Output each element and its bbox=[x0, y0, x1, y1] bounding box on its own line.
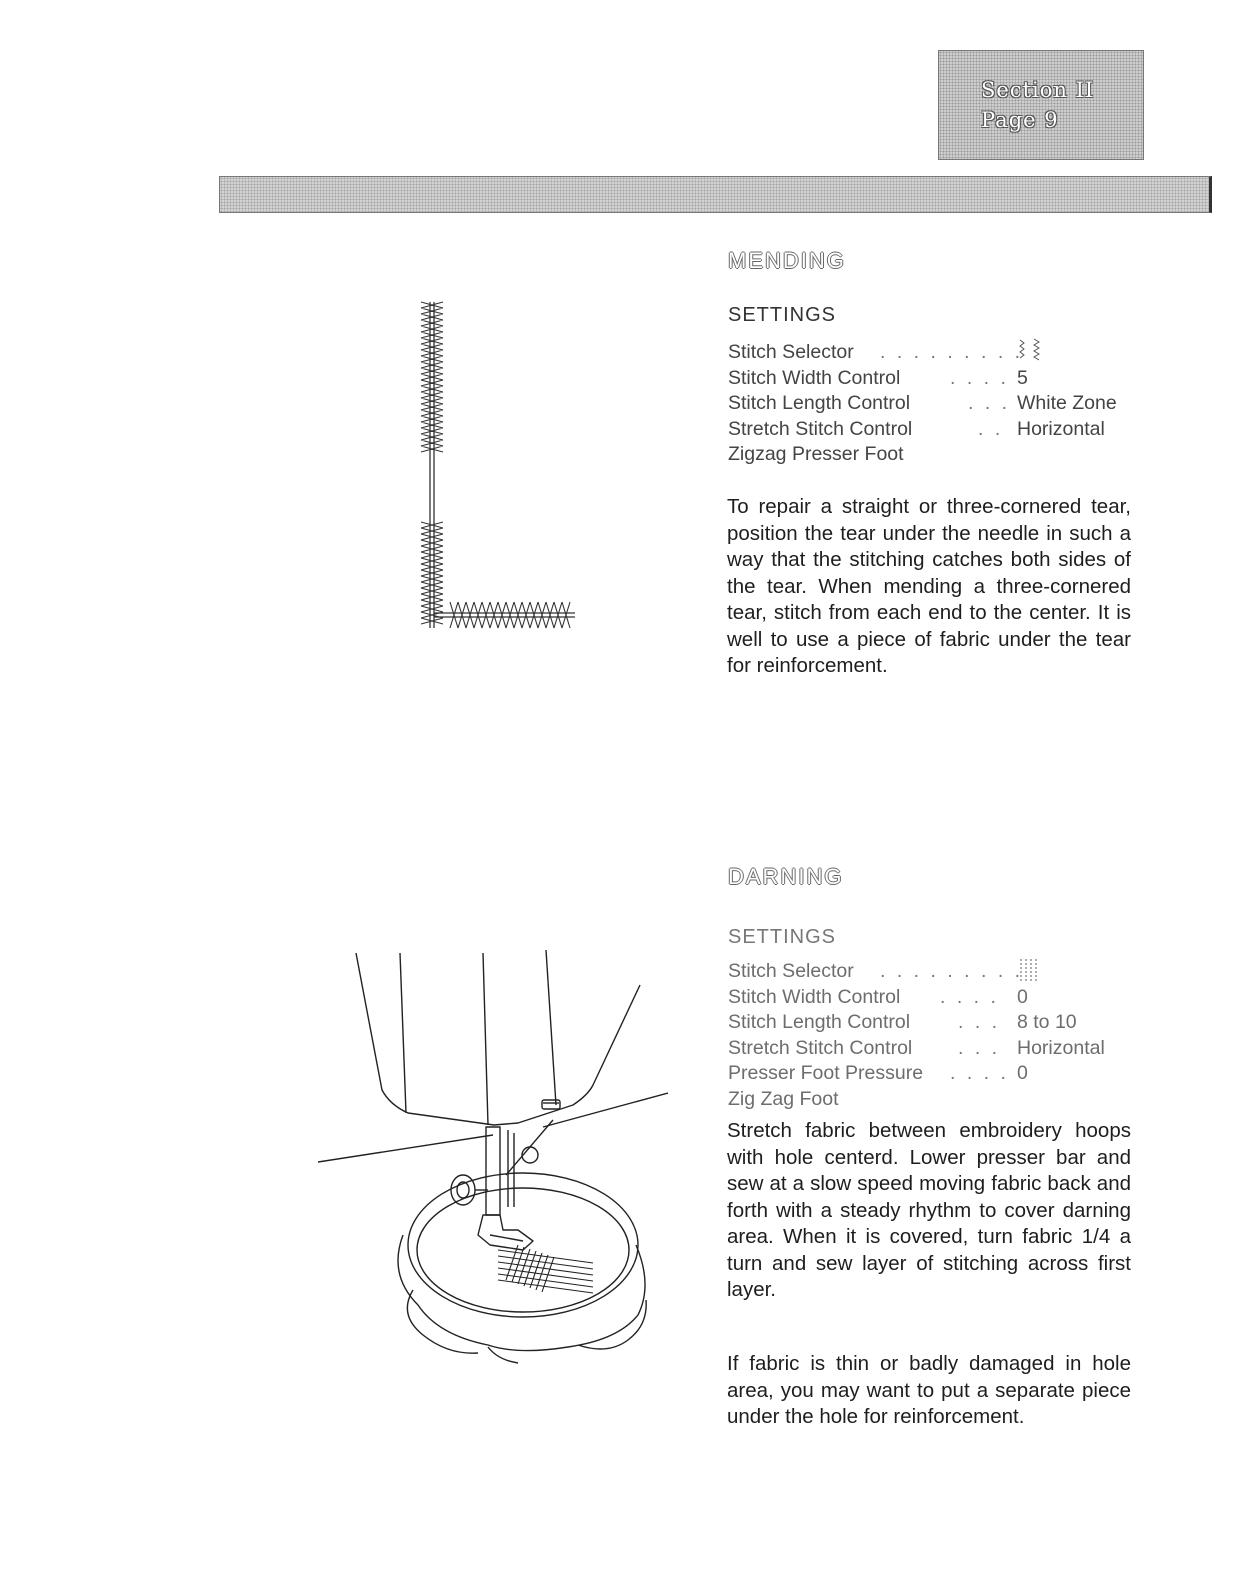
mending-setting-row: Stitch Width Control . . . . 5 bbox=[728, 366, 1028, 389]
vertical-zigzag-lower bbox=[421, 522, 443, 624]
darning-setting-row: Presser Foot Pressure . . . . 0 bbox=[728, 1062, 1028, 1084]
page-number: Page 9 bbox=[981, 108, 1059, 132]
darning-setting-row: Stretch Stitch Control . . . Horizontal bbox=[728, 1036, 1105, 1059]
darning-setting-row: Stitch Width Control . . . . 0 bbox=[728, 985, 1028, 1008]
vertical-zigzag-upper bbox=[421, 302, 443, 452]
darning-stitch-grid bbox=[498, 1245, 593, 1293]
mending-setting-row: Stretch Stitch Control . . Horizontal bbox=[728, 417, 1105, 440]
mending-stitch-selector-icon bbox=[1016, 337, 1046, 363]
darning-setting-row: Zig Zag Foot bbox=[728, 1087, 839, 1110]
mending-setting-row: Stitch Length Control . . . White Zone bbox=[728, 392, 1117, 414]
mending-stitch-illustration bbox=[410, 290, 590, 640]
mending-setting-row: Stitch Selector . . . . . . . . . bbox=[728, 341, 1024, 363]
mending-settings-list bbox=[728, 340, 1148, 468]
darning-description: Stretch fabric between embroidery hoops with hole centerd. Lower presser bar and sew at a slow speed moving fabric back and forth with a steady rhythm to cover darning area. When it is covered, turn fabric 1/4 a turn and sew layer of stitching across first layer. bbox=[727, 1119, 1131, 1301]
darning-stitch-selector-icon bbox=[1016, 957, 1042, 983]
section-page-label bbox=[938, 50, 1144, 160]
section-number: Section II bbox=[981, 78, 1095, 102]
mending-setting-row: Zigzag Presser Foot bbox=[728, 443, 904, 465]
mending-heading: MENDING bbox=[728, 248, 846, 273]
darning-setting-row: Stitch Length Control . . . 8 to 10 bbox=[728, 1011, 1077, 1033]
darning-settings-list bbox=[728, 959, 1148, 1112]
darning-reinforcement-note: If fabric is thin or badly damaged in hole area, you may want to put a separate piece under the hole for reinforcement. bbox=[727, 1352, 1131, 1428]
mending-settings-title: SETTINGS bbox=[728, 304, 837, 326]
darning-machine-illustration bbox=[318, 945, 668, 1375]
darning-setting-row: Stitch Selector . . . . . . . . . bbox=[728, 960, 1024, 982]
darning-heading: DARNING bbox=[728, 864, 844, 889]
header-rule-band bbox=[219, 176, 1212, 213]
mending-description: To repair a straight or three-cornered tear, position the tear under the needle in such a way that the stitching catches both sides of the tear. When mending a three-cornered tear, stitch from each end to the center. It is well to use a piece of fabric under the tear for reinforcement. bbox=[727, 495, 1131, 677]
darning-settings-title: SETTINGS bbox=[728, 926, 837, 948]
horizontal-zigzag bbox=[450, 602, 570, 628]
